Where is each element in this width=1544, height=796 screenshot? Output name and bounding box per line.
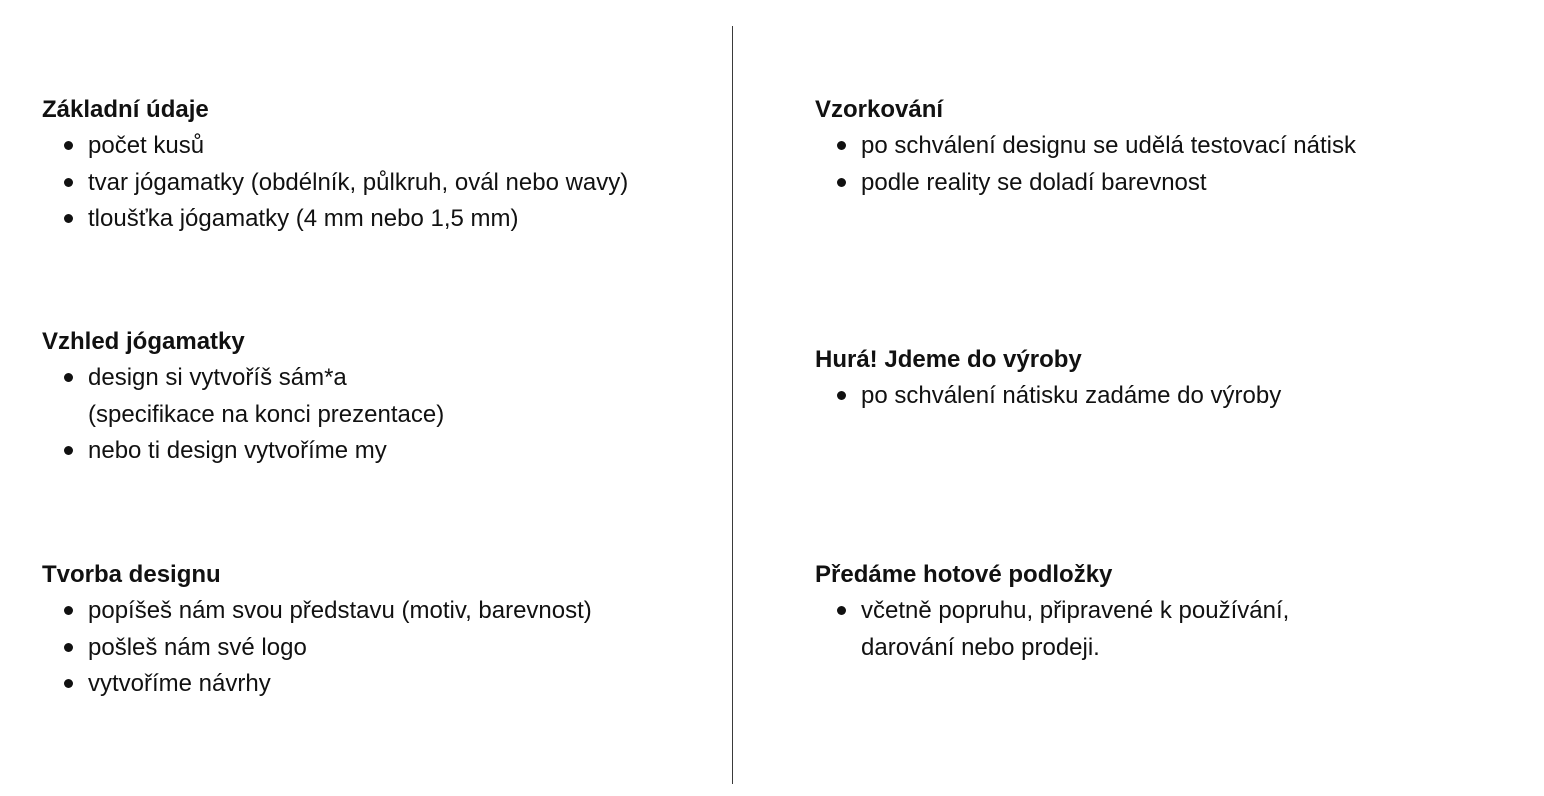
bullet-list — [815, 378, 1281, 415]
list-item: po schválení designu se udělá testovací nátisk — [815, 128, 1356, 165]
bullet-icon — [837, 391, 846, 400]
bullet-icon — [64, 679, 73, 688]
bullet-icon — [837, 178, 846, 187]
list-item: tloušťka jógamatky (4 mm nebo 1,5 mm) — [42, 201, 628, 238]
section-title: Hurá! Jdeme do výroby — [815, 346, 1082, 373]
bullet-list — [42, 128, 628, 238]
section-title: Předáme hotové podložky — [815, 561, 1113, 588]
list-item: včetně popruhu, připravené k používání, darování nebo prodeji. — [815, 593, 1289, 666]
section-design-creation — [42, 557, 592, 703]
bullet-icon — [64, 446, 73, 455]
list-item: po schválení nátisku zadáme do výroby — [815, 378, 1281, 415]
list-item: design si vytvoříš sám*a (specifikace na konci prezentace) — [42, 360, 444, 433]
bullet-icon — [837, 606, 846, 615]
bullet-icon — [64, 141, 73, 150]
list-item: počet kusů — [42, 128, 628, 165]
column-divider — [732, 26, 733, 784]
bullet-icon — [64, 214, 73, 223]
list-item: tvar jógamatky (obdélník, půlkruh, ovál nebo wavy) — [42, 165, 628, 202]
section-production — [815, 342, 1281, 415]
bullet-icon — [64, 606, 73, 615]
bullet-icon — [64, 373, 73, 382]
list-item: pošleš nám své logo — [42, 630, 592, 667]
section-sampling — [815, 92, 1356, 201]
bullet-icon — [64, 178, 73, 187]
section-title: Základní údaje — [42, 96, 209, 123]
section-title: Tvorba designu — [42, 561, 221, 588]
bullet-icon — [64, 643, 73, 652]
bullet-list — [815, 128, 1356, 201]
section-basic-info — [42, 92, 628, 238]
bullet-icon — [837, 141, 846, 150]
list-item: popíšeš nám svou představu (motiv, barevnost) — [42, 593, 592, 630]
bullet-list — [42, 593, 592, 703]
list-item: podle reality se doladí barevnost — [815, 165, 1356, 202]
bullet-list — [42, 360, 444, 470]
section-delivery — [815, 557, 1289, 666]
section-title: Vzorkování — [815, 96, 944, 123]
section-title: Vzhled jógamatky — [42, 328, 245, 355]
list-item: nebo ti design vytvoříme my — [42, 433, 444, 470]
bullet-list — [815, 593, 1289, 666]
list-item: vytvoříme návrhy — [42, 666, 592, 703]
section-mat-look — [42, 324, 444, 470]
